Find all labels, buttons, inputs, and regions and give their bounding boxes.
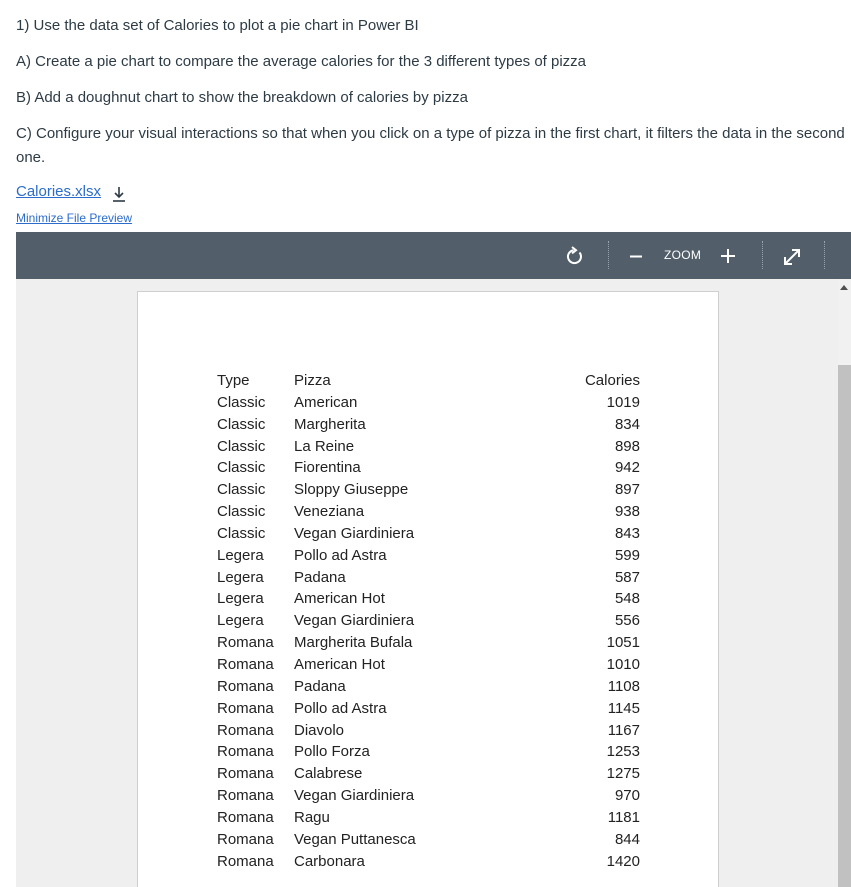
cell-pizza: Pollo ad Astra: [294, 546, 387, 564]
cell-calories: 897: [614, 481, 640, 499]
cell-pizza: Diavolo: [294, 721, 345, 739]
cell-calories: 834: [614, 415, 640, 433]
cell-calories: 1420: [606, 852, 640, 870]
cell-pizza: American: [294, 393, 358, 411]
cell-type: Legera: [217, 590, 264, 608]
cell-type: Romana: [217, 765, 274, 783]
cell-calories: 898: [614, 437, 640, 455]
cell-calories: 1010: [606, 655, 640, 673]
download-icon[interactable]: [110, 185, 128, 203]
cell-calories: 1051: [606, 634, 640, 652]
cell-pizza: Vegan Giardiniera: [294, 787, 415, 805]
cell-type: Classic: [217, 393, 266, 411]
cell-calories: 1275: [606, 765, 640, 783]
scroll-up-arrow-icon[interactable]: [840, 285, 848, 290]
cell-calories: 1108: [607, 677, 640, 695]
cell-type: Romana: [217, 852, 274, 870]
cell-type: Classic: [217, 503, 266, 521]
table-row: [217, 743, 640, 765]
cell-type: Legera: [217, 568, 264, 586]
table-row: [217, 852, 640, 875]
cell-pizza: Carbonara: [294, 852, 365, 870]
cell-calories: 1145: [607, 699, 640, 717]
cell-pizza: Pollo ad Astra: [294, 699, 387, 717]
table-row: [217, 437, 640, 460]
instruction-c: C) Configure your visual interactions so that when you click on a type of pizza in the first chart, it filters the data in the second one.: [16, 125, 845, 166]
cell-pizza: Padana: [294, 677, 346, 695]
cell-pizza: Vegan Giardiniera: [294, 524, 415, 542]
table-row: [217, 503, 640, 525]
table-row: [217, 415, 640, 438]
table-row: [217, 634, 640, 656]
table-row: [217, 677, 640, 700]
cell-type: Classic: [217, 437, 266, 455]
table-row: [217, 393, 640, 416]
cell-pizza: Ragu: [294, 808, 330, 826]
table-row: [217, 590, 640, 612]
zoom-in-icon[interactable]: [719, 244, 737, 268]
cell-pizza: Pollo Forza: [294, 743, 370, 761]
cell-pizza: Veneziana: [294, 503, 365, 521]
cell-calories: 556: [614, 612, 640, 630]
rotate-icon[interactable]: [564, 244, 586, 268]
minimize-file-preview-link[interactable]: Minimize File Preview: [16, 211, 133, 225]
cell-type: Classic: [217, 459, 266, 477]
cell-type: Classic: [217, 524, 266, 542]
cell-calories: 843: [614, 524, 640, 542]
cell-type: Romana: [217, 808, 274, 826]
cell-pizza: American Hot: [294, 590, 385, 608]
cell-pizza: Vegan Puttanesca: [294, 830, 416, 848]
header-type: Type: [217, 372, 250, 389]
file-preview: [16, 232, 851, 887]
cell-type: Legera: [217, 612, 264, 630]
cell-pizza: Calabrese: [294, 765, 363, 783]
table-row: [217, 546, 640, 569]
table-row: [217, 459, 640, 481]
cell-pizza: Margherita Bufala: [294, 634, 413, 652]
cell-type: Classic: [217, 481, 266, 499]
cell-type: Romana: [217, 721, 274, 739]
zoom-out-icon[interactable]: [628, 244, 644, 268]
document-page: [137, 291, 719, 887]
cell-calories: 599: [614, 546, 640, 564]
table-row: [217, 568, 640, 591]
table-row: [217, 655, 640, 678]
cell-calories: 938: [614, 503, 640, 521]
toolbar-separator: [824, 241, 825, 269]
table-header-row: [217, 372, 640, 394]
cell-calories: 1019: [606, 393, 640, 411]
preview-scrollbar[interactable]: [838, 279, 851, 887]
cell-type: Romana: [217, 699, 274, 717]
header-pizza: Pizza: [294, 372, 331, 389]
instruction-1: 1) Use the data set of Calories to plot a pie chart in Power BI: [16, 17, 419, 34]
cell-type: Romana: [217, 743, 274, 761]
preview-toolbar: [16, 232, 851, 279]
table-row: [217, 612, 640, 634]
cell-pizza: Fiorentina: [294, 459, 361, 477]
cell-pizza: American Hot: [294, 655, 385, 673]
instruction-a: A) Create a pie chart to compare the average calories for the 3 different types of pizza: [16, 53, 587, 70]
table-row: [217, 481, 640, 503]
cell-pizza: Padana: [294, 568, 346, 586]
table-row: [217, 830, 640, 853]
cell-pizza: Sloppy Giuseppe: [294, 481, 409, 499]
fullscreen-icon[interactable]: [781, 244, 803, 268]
cell-calories: 1253: [606, 743, 640, 761]
cell-calories: 548: [614, 590, 640, 608]
table-row: [217, 765, 640, 787]
cell-calories: 587: [614, 568, 640, 586]
zoom-label: ZOOM: [664, 248, 702, 262]
cell-type: Legera: [217, 546, 264, 564]
table-row: [217, 808, 640, 831]
cell-type: Romana: [217, 634, 274, 652]
calories-table: [217, 372, 640, 874]
cell-calories: 844: [614, 830, 640, 848]
cell-type: Romana: [217, 655, 274, 673]
cell-type: Romana: [217, 787, 274, 805]
table-row: [217, 524, 640, 547]
toolbar-separator: [762, 241, 763, 269]
cell-calories: 1167: [607, 721, 640, 739]
table-row: [217, 721, 640, 744]
cell-pizza: Vegan Giardiniera: [294, 612, 415, 630]
file-link[interactable]: Calories.xlsx: [16, 183, 102, 200]
cell-pizza: Margherita: [294, 415, 366, 433]
table-row: [217, 787, 640, 809]
cell-calories: 942: [614, 459, 640, 477]
instruction-b: B) Add a doughnut chart to show the breakdown of calories by pizza: [16, 89, 468, 106]
cell-calories: 970: [614, 787, 640, 805]
toolbar-separator: [608, 241, 609, 269]
cell-calories: 1181: [607, 808, 640, 826]
cell-type: Romana: [217, 677, 274, 695]
cell-pizza: La Reine: [294, 437, 355, 455]
cell-type: Classic: [217, 415, 266, 433]
cell-type: Romana: [217, 830, 274, 848]
table-row: [217, 699, 640, 722]
scroll-thumb[interactable]: [838, 365, 851, 887]
header-calories: Calories: [584, 372, 640, 389]
